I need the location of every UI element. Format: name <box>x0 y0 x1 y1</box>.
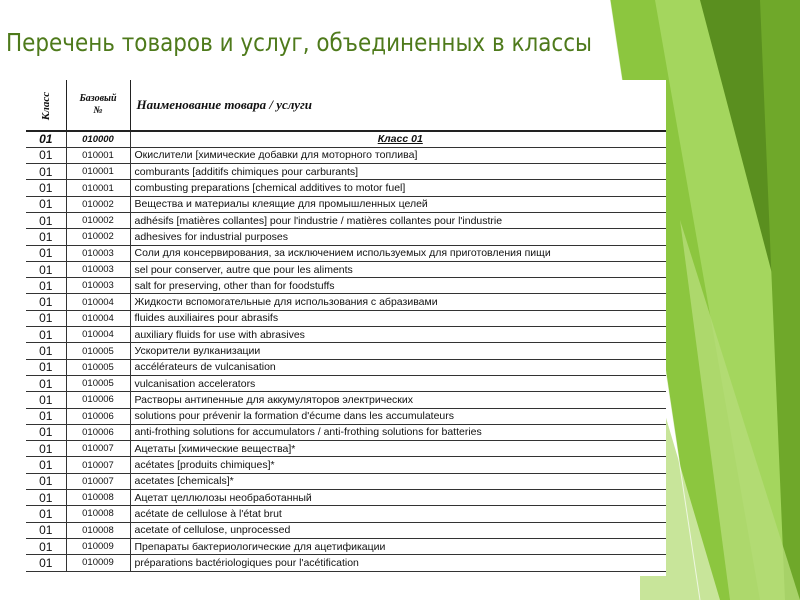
cell-class: 01 <box>26 196 66 212</box>
cell-class: 01 <box>26 343 66 359</box>
table-row <box>26 261 666 277</box>
table-row <box>26 180 666 196</box>
cell-class: 01 <box>26 424 66 440</box>
goods-services-table-panel <box>26 80 666 576</box>
cell-class: 01 <box>26 457 66 473</box>
table-row <box>26 343 666 359</box>
cell-name: acétates [produits chimiques]* <box>130 457 666 473</box>
table-row <box>26 392 666 408</box>
cell-name: salt for preserving, other than for foodstuffs <box>130 278 666 294</box>
class-heading-row <box>26 131 666 147</box>
cell-class: 01 <box>26 538 66 554</box>
cell-base-number: 010001 <box>66 164 130 180</box>
table-header-row <box>26 80 666 131</box>
table-row <box>26 196 666 212</box>
cell-class: 01 <box>26 180 66 196</box>
slide-title: Перечень товаров и услуг, объединенных в классы <box>6 28 593 57</box>
cell-name: Соли для консервирования, за исключением используемых для приготовления пищи <box>130 245 666 261</box>
cell-class: 01 <box>26 473 66 489</box>
cell-class: 01 <box>26 229 66 245</box>
table-row <box>26 164 666 180</box>
cell-base-number: 010003 <box>66 245 130 261</box>
cell-class: 01 <box>26 490 66 506</box>
cell-name: Ацетат целлюлозы необработанный <box>130 490 666 506</box>
table-row <box>26 441 666 457</box>
cell-base-number: 010004 <box>66 327 130 343</box>
cell-base-number: 010005 <box>66 375 130 391</box>
cell-name: préparations bactériologiques pour l'acétification <box>130 555 666 571</box>
cell-class: 01 <box>26 522 66 538</box>
cell-base-number: 010008 <box>66 522 130 538</box>
cell-base-number: 010008 <box>66 490 130 506</box>
cell-base-number: 010001 <box>66 147 130 163</box>
cell-name: combusting preparations [chemical additives to motor fuel] <box>130 180 666 196</box>
table-row <box>26 310 666 326</box>
cell-class: 01 <box>26 310 66 326</box>
cell-base-number: 010008 <box>66 506 130 522</box>
cell-class: 01 <box>26 555 66 571</box>
cell-name: Растворы антипенные для аккумуляторов электрических <box>130 392 666 408</box>
cell-class: 01 <box>26 245 66 261</box>
cell-name: Препараты бактериологические для ацетификации <box>130 538 666 554</box>
cell-class: 01 <box>26 441 66 457</box>
cell-name: comburants [additifs chimiques pour carburants] <box>130 164 666 180</box>
table-row <box>26 538 666 554</box>
cell-name: Класс 01 <box>130 131 666 147</box>
cell-class: 01 <box>26 327 66 343</box>
cell-name: vulcanisation accelerators <box>130 375 666 391</box>
cell-base-number: 010002 <box>66 196 130 212</box>
cell-name: sel pour conserver, autre que pour les aliments <box>130 261 666 277</box>
cell-class: 01 <box>26 294 66 310</box>
cell-base-number: 010002 <box>66 229 130 245</box>
cell-class: 01 <box>26 408 66 424</box>
cell-base-number: 010009 <box>66 538 130 554</box>
table-row <box>26 424 666 440</box>
cell-base-number: 010006 <box>66 408 130 424</box>
table-row <box>26 457 666 473</box>
cell-base-number: 010004 <box>66 310 130 326</box>
cell-base-number: 010005 <box>66 359 130 375</box>
cell-name: fluides auxiliaires pour abrasifs <box>130 310 666 326</box>
cell-class: 01 <box>26 506 66 522</box>
cell-class: 01 <box>26 392 66 408</box>
cell-name: Жидкости вспомогательные для использования с абразивами <box>130 294 666 310</box>
cell-name: Ускорители вулканизации <box>130 343 666 359</box>
cell-class: 01 <box>26 164 66 180</box>
cell-base-number: 010006 <box>66 424 130 440</box>
cell-base-number: 010003 <box>66 261 130 277</box>
cell-class: 01 <box>26 359 66 375</box>
table-row <box>26 229 666 245</box>
cell-name: solutions pour prévenir la formation d'écume dans les accumulateurs <box>130 408 666 424</box>
table-row <box>26 375 666 391</box>
cell-base-number: 010007 <box>66 473 130 489</box>
table-row <box>26 245 666 261</box>
cell-base-number: 010000 <box>66 131 130 147</box>
cell-class: 01 <box>26 212 66 228</box>
cell-class: 01 <box>26 147 66 163</box>
cell-base-number: 010004 <box>66 294 130 310</box>
goods-services-table <box>26 80 666 572</box>
cell-class: 01 <box>26 278 66 294</box>
cell-name: adhésifs [matières collantes] pour l'industrie / matières collantes pour l'industrie <box>130 212 666 228</box>
table-row <box>26 490 666 506</box>
cell-base-number: 010009 <box>66 555 130 571</box>
cell-name: acetates [chemicals]* <box>130 473 666 489</box>
cell-name: adhesives for industrial purposes <box>130 229 666 245</box>
header-class: Класс <box>26 80 66 131</box>
cell-name: acetate of cellulose, unprocessed <box>130 522 666 538</box>
cell-base-number: 010007 <box>66 457 130 473</box>
table-row <box>26 327 666 343</box>
header-base-number: Базовый № <box>66 80 130 131</box>
cell-name: Окислители [химические добавки для моторного топлива] <box>130 147 666 163</box>
table-row <box>26 555 666 571</box>
cell-base-number: 010007 <box>66 441 130 457</box>
table-row <box>26 147 666 163</box>
cell-base-number: 010002 <box>66 212 130 228</box>
cell-base-number: 010003 <box>66 278 130 294</box>
cell-name: Вещества и материалы клеящие для промышленных целей <box>130 196 666 212</box>
table-row <box>26 506 666 522</box>
table-row <box>26 212 666 228</box>
cell-class: 01 <box>26 261 66 277</box>
header-name: Наименование товара / услуги <box>130 80 666 131</box>
cell-name: Ацетаты [химические вещества]* <box>130 441 666 457</box>
table-row <box>26 359 666 375</box>
table-row <box>26 408 666 424</box>
cell-name: acétate de cellulose à l'état brut <box>130 506 666 522</box>
cell-class: 01 <box>26 131 66 147</box>
cell-base-number: 010001 <box>66 180 130 196</box>
cell-base-number: 010005 <box>66 343 130 359</box>
cell-class: 01 <box>26 375 66 391</box>
table-row <box>26 522 666 538</box>
table-row <box>26 278 666 294</box>
table-row <box>26 294 666 310</box>
table-row <box>26 473 666 489</box>
cell-base-number: 010006 <box>66 392 130 408</box>
cell-name: anti-frothing solutions for accumulators / anti-frothing solutions for batteries <box>130 424 666 440</box>
cell-name: accélérateurs de vulcanisation <box>130 359 666 375</box>
cell-name: auxiliary fluids for use with abrasives <box>130 327 666 343</box>
